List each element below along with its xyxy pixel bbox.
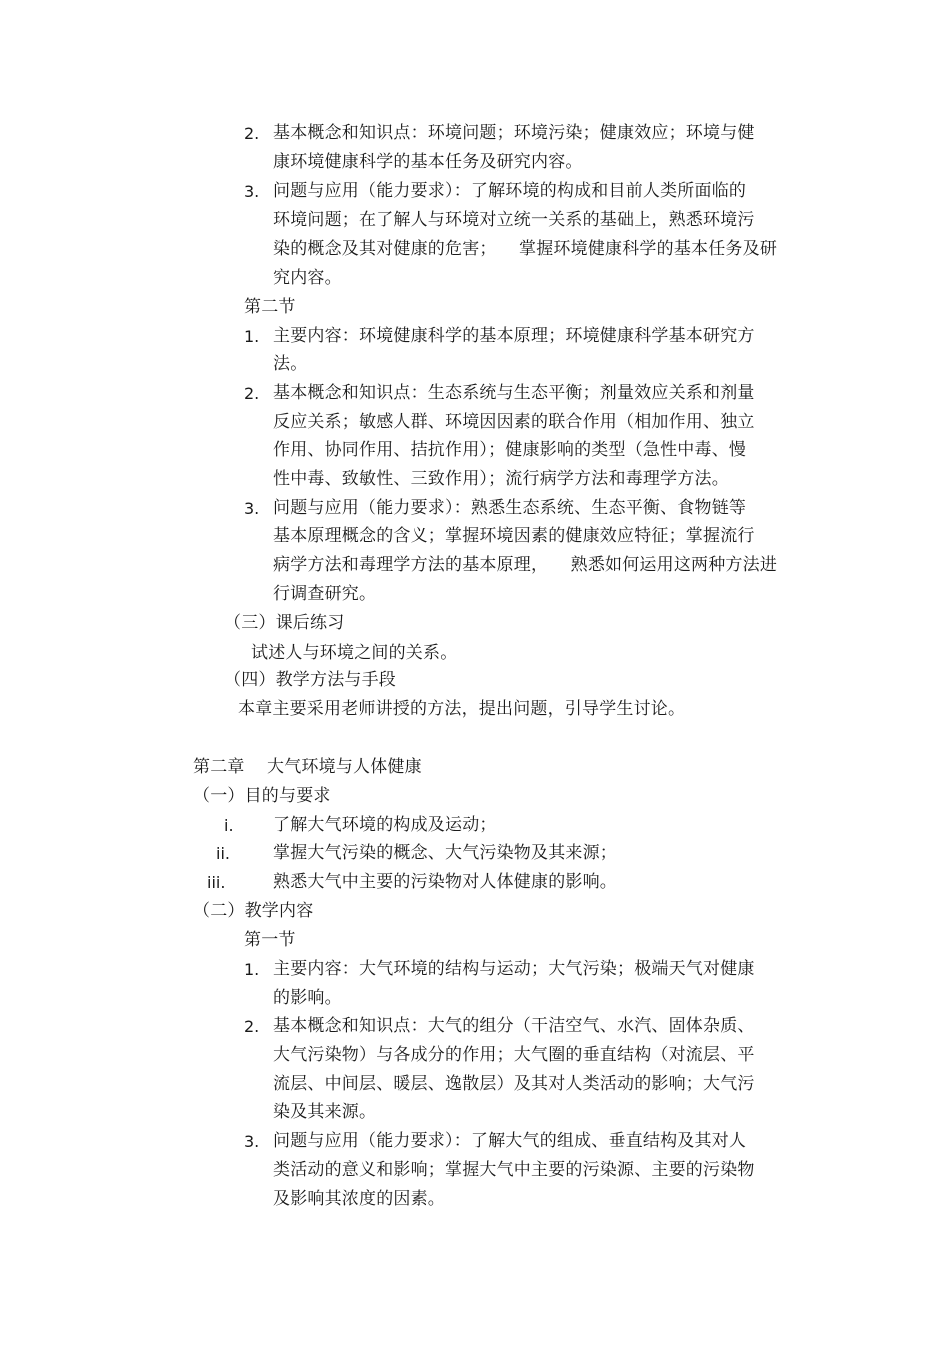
text-line: 问题与应用（能力要求）：熟悉生态系统、生态平衡、食物链等 — [273, 498, 747, 518]
list-number: 3. — [244, 182, 260, 201]
text-line: 病学方法和毒理学方法的基本原理， 熟悉如何运用这两种方法进 — [273, 555, 778, 575]
text-line: 大气污染物）与各成分的作用；大气圈的垂直结构（对流层、平 — [273, 1045, 755, 1065]
text-line: 染的概念及其对健康的危害； 掌握环境健康科学的基本任务及研 — [273, 239, 778, 259]
text-line: 掌握大气污染的概念、大气污染物及其来源； — [273, 843, 617, 863]
text-line: 问题与应用（能力要求）：了解大气的组成、垂直结构及其对人 — [273, 1131, 747, 1151]
text-line: 类活动的意义和影响；掌握大气中主要的污染源、主要的污染物 — [273, 1160, 755, 1180]
text-line: 基本原理概念的含义；掌握环境因素的健康效应特征；掌握流行 — [273, 526, 755, 546]
list-number: 2. — [244, 384, 260, 403]
text-line: 究内容。 — [273, 268, 342, 288]
text-line: 染及其来源。 — [273, 1102, 377, 1122]
text-line: 反应关系；敏感人群、环境因因素的联合作用（相加作用、独立 — [273, 412, 755, 432]
text-line: 的影响。 — [273, 988, 342, 1008]
text-line: 主要内容：大气环境的结构与运动；大气污染；极端天气对健康 — [273, 959, 755, 979]
list-number: 3. — [244, 499, 260, 518]
text-line: 问题与应用（能力要求）：了解环境的构成和目前人类所面临的 — [273, 181, 747, 201]
subsection-heading: （二）教学内容 — [193, 901, 314, 921]
text-line: 基本概念和知识点：大气的组分（干洁空气、水汽、固体杂质、 — [273, 1016, 755, 1036]
text-line: 了解大气环境的构成及运动； — [273, 815, 497, 835]
text-line: 本章主要采用老师讲授的方法，提出问题，引导学生讨论。 — [238, 699, 686, 719]
subsection-heading: （一）目的与要求 — [193, 786, 331, 806]
text-line: 基本概念和知识点：环境问题；环境污染；健康效应；环境与健 — [273, 123, 755, 143]
section-heading: 第一节 — [244, 930, 296, 950]
text-line: 环境问题；在了解人与环境对立统一关系的基础上，熟悉环境污 — [273, 210, 755, 230]
list-number: i. — [224, 816, 234, 835]
text-line: 主要内容：环境健康科学的基本原理；环境健康科学基本研究方 — [273, 326, 755, 346]
text-line: 试述人与环境之间的关系。 — [251, 643, 458, 663]
text-line: 性中毒、致敏性、三致作用）；流行病学方法和毒理学方法。 — [273, 469, 729, 489]
text-line: 行调查研究。 — [273, 584, 377, 604]
text-line: 及影响其浓度的因素。 — [273, 1189, 445, 1209]
text-line: 法。 — [273, 354, 308, 374]
list-number: 3. — [244, 1132, 260, 1151]
text-line: 作用、协同作用、拮抗作用）；健康影响的类型（急性中毒、慢 — [273, 440, 747, 460]
list-number: iii. — [207, 873, 226, 892]
list-number: 2. — [244, 124, 260, 143]
chapter-heading: 第二章 大气环境与人体健康 — [193, 757, 422, 777]
list-number: ii. — [216, 844, 230, 863]
text-line: 熟悉大气中主要的污染物对人体健康的影响。 — [273, 872, 617, 892]
list-number: 2. — [244, 1017, 260, 1036]
list-number: 1. — [244, 960, 260, 979]
text-line: 基本概念和知识点：生态系统与生态平衡；剂量效应关系和剂量 — [273, 383, 755, 403]
subsection-heading: （四）教学方法与手段 — [224, 670, 396, 690]
list-number: 1. — [244, 327, 260, 346]
section-heading: 第二节 — [244, 297, 296, 317]
text-line: 流层、中间层、暖层、逸散层）及其对人类活动的影响；大气污 — [273, 1074, 755, 1094]
subsection-heading: （三）课后练习 — [224, 613, 345, 633]
text-line: 康环境健康科学的基本任务及研究内容。 — [273, 152, 583, 172]
